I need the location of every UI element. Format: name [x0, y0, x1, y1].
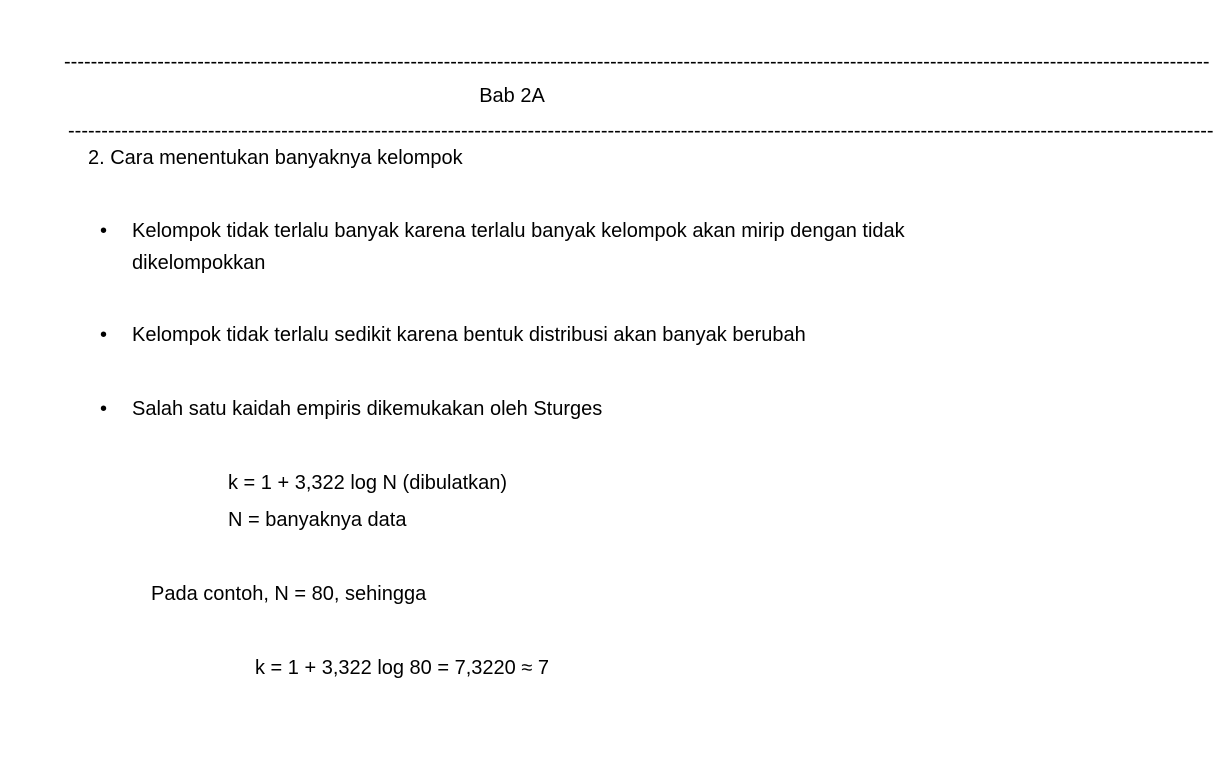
sturges-formula: k = 1 + 3,322 log N (dibulatkan) — [228, 472, 508, 494]
bullet-item-1: Kelompok tidak terlalu banyak karena terlalu banyak kelompok akan mirip dengan tidak dikelompokkan — [132, 220, 905, 274]
bullet-marker: • — [100, 398, 108, 420]
slide-title: Bab 2A — [479, 85, 545, 107]
bullet-marker: • — [100, 220, 108, 242]
example-text: Pada contoh, N = 80, sehingga — [151, 583, 427, 605]
section-heading: 2. Cara menentukan banyaknya kelompok — [88, 147, 463, 169]
bottom-divider: ---------------------------------------------------------------------------------------------------------------------------------------------------------------------------- — [68, 120, 1214, 142]
bullet-marker: • — [100, 324, 108, 346]
result-formula: k = 1 + 3,322 log 80 = 7,3220 ≈ 7 — [255, 657, 549, 679]
formula-note: N = banyaknya data — [228, 509, 407, 531]
top-divider: ---------------------------------------------------------------------------------------------------------------------------------------------------------------------------- — [64, 51, 1210, 73]
bullet-item-2: Kelompok tidak terlalu sedikit karena bentuk distribusi akan banyak berubah — [132, 324, 806, 346]
bullet-item-3: Salah satu kaidah empiris dikemukakan oleh Sturges — [132, 398, 603, 420]
